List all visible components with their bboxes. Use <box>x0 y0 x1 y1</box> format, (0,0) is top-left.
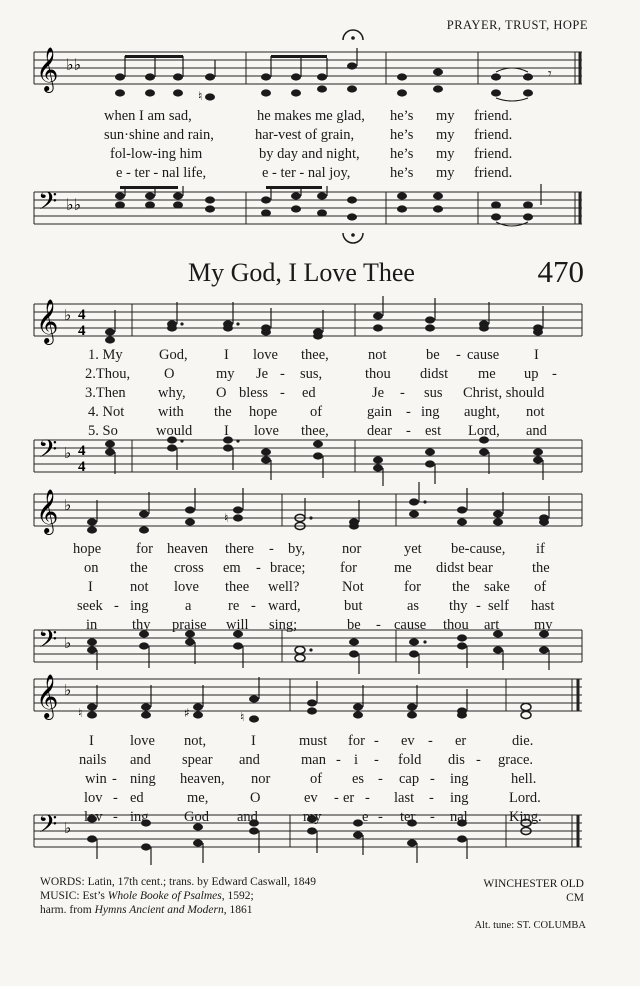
hymn-number: 470 <box>537 254 584 289</box>
svg-text:𝄾: 𝄾 <box>548 66 552 82</box>
s1-verse-3: 3.Then why, O bless - ed Je - sus Christ, should <box>85 385 545 401</box>
s2-verse-4: seek - ing a re - ward, but as thy - self hast <box>77 598 555 614</box>
s1-verse-5: 5. So would I love thee, dear - est Lord, and <box>88 423 547 439</box>
s2-verse-5: in thy praise will sing; be - cause thou art my <box>86 617 553 633</box>
svg-text:𝄞: 𝄞 <box>36 299 59 343</box>
time-sig-top-treble: 4 <box>78 307 86 323</box>
s3-verse-2: nails and spear and man - i - fold dis - grace. <box>79 752 534 768</box>
credits <box>40 875 316 917</box>
svg-text:𝄢: 𝄢 <box>38 810 58 845</box>
svg-text:♮: ♮ <box>78 706 83 720</box>
s2-verse-1: hope for heaven there - by, nor yet be-cause, if <box>73 541 545 557</box>
s3-verse-4: lov - ed me, O ev - er - last - ing Lord. <box>84 790 541 806</box>
alt-tune: Alt. tune: ST. COLUMBA <box>474 920 586 931</box>
svg-text:♭: ♭ <box>64 444 72 462</box>
s1-verse-4: 4. Not with the hope of gain - ing aught, not <box>88 404 545 420</box>
svg-text:♭: ♭ <box>64 681 72 699</box>
prev-lyric-line-4: e - ter - nal life, e - ter - nal joy, he’s my friend. <box>116 165 513 181</box>
tune-info <box>483 877 584 905</box>
prev-lyric-line-3: fol-low-ing him by day and night, he’s my friend. <box>110 146 513 162</box>
svg-text:𝄢: 𝄢 <box>38 625 58 660</box>
time-sig-bottom-bass: 4 <box>78 459 86 475</box>
time-sig-top-bass: 4 <box>78 443 86 459</box>
s3-verse-5: lov - ing God and my e - ter - nal King. <box>84 809 542 825</box>
svg-text:♯: ♯ <box>184 706 190 720</box>
svg-text:♭: ♭ <box>64 819 72 837</box>
svg-text:𝄞: 𝄞 <box>36 47 59 91</box>
s2-verse-2: on the cross em - brace; for me didst bear the <box>84 560 550 576</box>
svg-text:♮: ♮ <box>240 710 245 724</box>
svg-text:𝄞: 𝄞 <box>36 489 59 533</box>
s3-verse-1: I love not, I must for - ev - er die. <box>89 733 534 749</box>
s2-verse-3: I not love thee well? Not for the sake of <box>88 579 547 595</box>
s1-verse-2: 2.Thou, O my Je - sus, thou didst me up - <box>85 366 557 382</box>
hymn-title: My God, I Love Thee <box>188 258 415 287</box>
svg-text:𝄞: 𝄞 <box>36 674 59 718</box>
time-sig-bottom-treble: 4 <box>78 323 86 339</box>
music-credit: MUSIC: Est’s Whole Booke of Psalmes, 1592; <box>40 890 254 902</box>
s3-verse-3: win - ning heaven, nor of es - cap - ing hell. <box>85 771 537 787</box>
s1-verse-1: 1. My God, I love thee, not be - cause I <box>88 347 539 363</box>
svg-text:♭♭: ♭♭ <box>66 55 82 74</box>
meter: CM <box>566 892 584 904</box>
svg-text:♮: ♮ <box>198 89 203 103</box>
svg-text:♮: ♮ <box>224 511 229 525</box>
svg-text:♭: ♭ <box>64 496 72 514</box>
running-head: PRAYER, TRUST, HOPE <box>446 18 588 32</box>
svg-text:♭♭: ♭♭ <box>66 195 82 214</box>
svg-text:♭: ♭ <box>64 634 72 652</box>
prev-lyric-line-1: when I am sad, he makes me glad, he’s my friend. <box>104 108 513 124</box>
words-credit: WORDS: Latin, 17th cent.; trans. by Edward Caswall, 1849 <box>40 876 316 888</box>
harm-credit: harm. from Hymns Ancient and Modern, 1861 <box>40 904 253 916</box>
svg-text:𝄢: 𝄢 <box>38 435 58 470</box>
tune-name: WINCHESTER OLD <box>483 878 584 890</box>
svg-text:♭: ♭ <box>64 306 72 324</box>
svg-text:𝄢: 𝄢 <box>38 187 58 222</box>
prev-lyric-line-2: sun·shine and rain, har-vest of grain, he’s my friend. <box>104 127 513 143</box>
